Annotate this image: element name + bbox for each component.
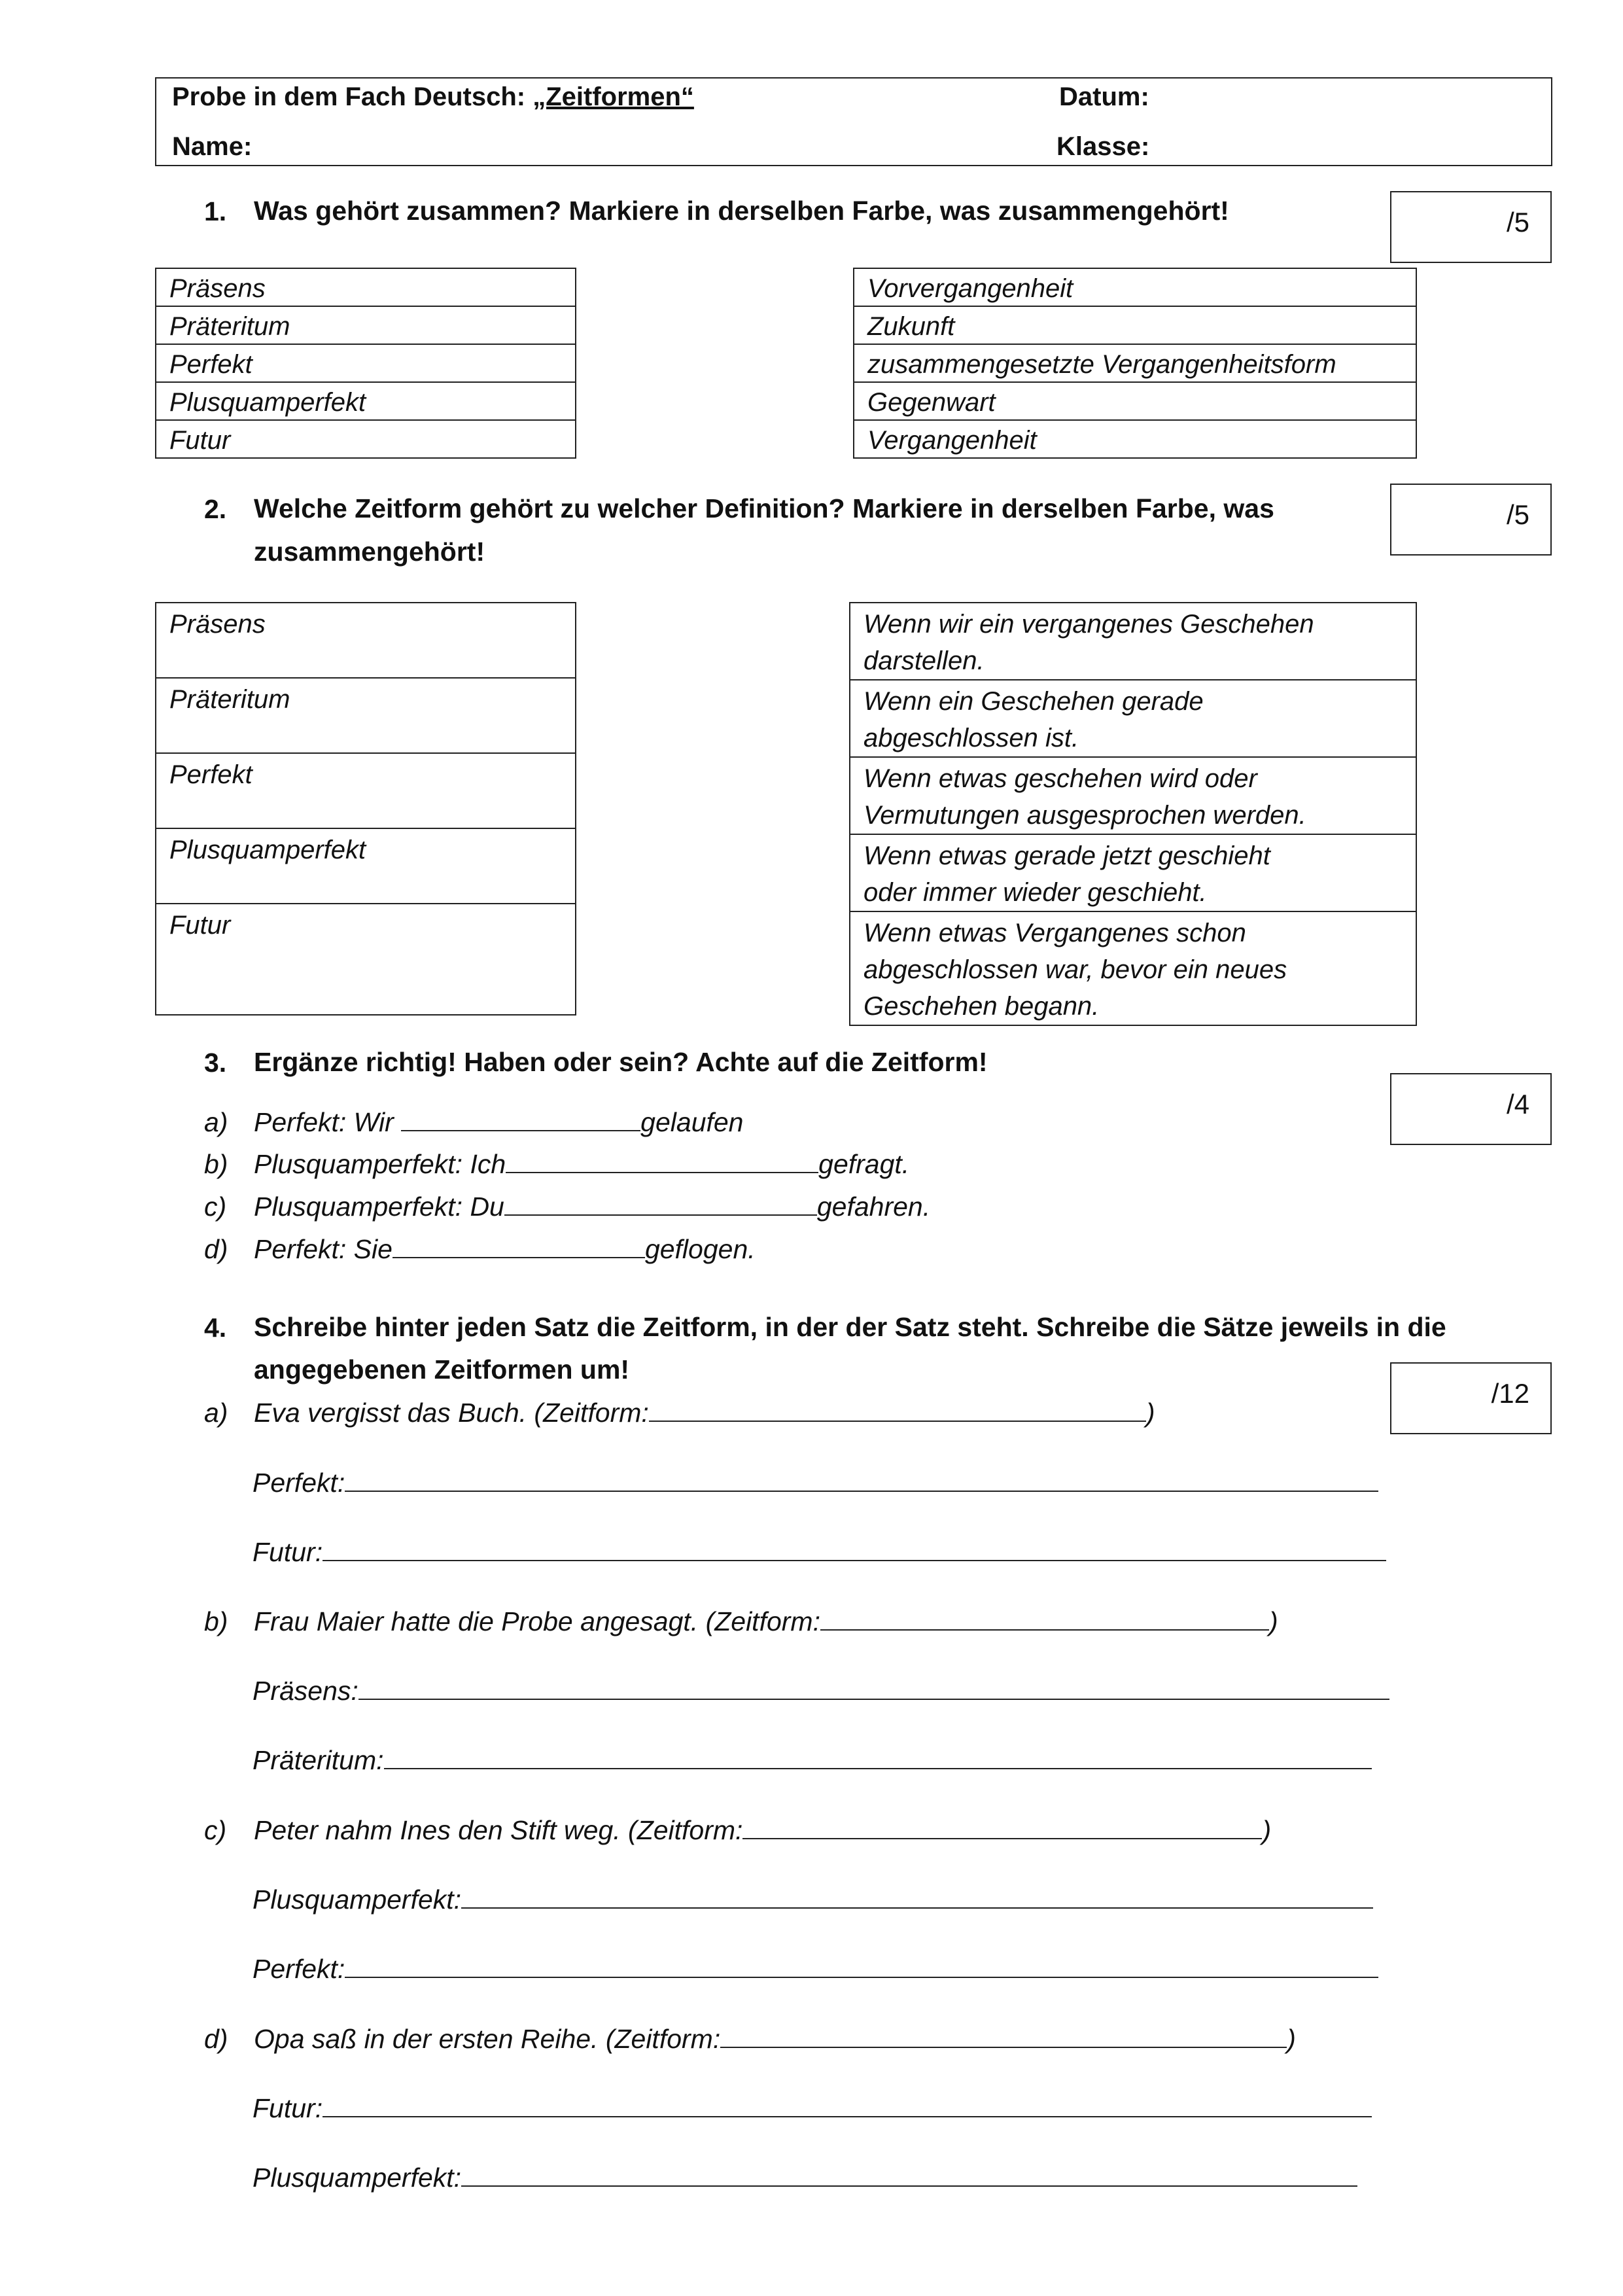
q4-text-line2: angegebenen Zeitformen um!: [254, 1354, 630, 1385]
table-row: [156, 382, 576, 420]
q1-right-cell[interactable]: Vergangenheit: [854, 420, 1416, 458]
q3-item-b: [204, 1148, 909, 1180]
q1-left-cell[interactable]: Futur: [156, 420, 576, 458]
name-label: Name:: [172, 132, 253, 161]
form-label: Plusquamperfekt:: [253, 2163, 462, 2193]
table-row: [156, 678, 576, 753]
q1-left-cell[interactable]: Präsens: [156, 268, 576, 306]
q4c-form1: [253, 1884, 1373, 1915]
item-close: ): [1287, 2024, 1296, 2054]
q4-item-d: [204, 2023, 1296, 2055]
tense-blank[interactable]: [820, 1606, 1269, 1631]
q2-score: /5: [1506, 499, 1529, 530]
q3-score-box: [1390, 1073, 1552, 1145]
item-letter: d): [204, 1234, 228, 1264]
table-row: [854, 420, 1416, 458]
q3-number: 3.: [204, 1048, 227, 1078]
table-row: [854, 344, 1416, 382]
q2-right-cell[interactable]: [850, 911, 1416, 1025]
q3-item-a: [204, 1106, 744, 1138]
q2-left-cell[interactable]: Präsens: [156, 603, 576, 678]
q2-text-line2: zusammengehört!: [254, 537, 485, 567]
q4d-form2: [253, 2162, 1357, 2193]
q1-left-cell[interactable]: Plusquamperfekt: [156, 382, 576, 420]
q4d-form1: [253, 2093, 1372, 2124]
item-letter: d): [204, 2024, 228, 2054]
item-suffix: gelaufen: [640, 1107, 744, 1137]
item-close: ): [1268, 1606, 1278, 1636]
table-row: [850, 757, 1416, 834]
table-row: [854, 306, 1416, 344]
q1-text: Was gehört zusammen? Markiere in derselben Farbe, was zusammengehört!: [254, 196, 1229, 226]
form-label: Plusquamperfekt:: [253, 1884, 462, 1915]
table-row: [156, 420, 576, 458]
q2-left-cell[interactable]: Futur: [156, 904, 576, 1015]
q4c-form2: [253, 1953, 1378, 1985]
definition-line: oder immer wieder geschieht.: [864, 878, 1207, 907]
q1-left-cell[interactable]: Perfekt: [156, 344, 576, 382]
q4a-form1: [253, 1467, 1378, 1498]
table-row: [156, 753, 576, 828]
item-sentence: Opa saß in der ersten Reihe. (Zeitform:: [254, 2024, 721, 2054]
q4-text-line1: Schreibe hinter jeden Satz die Zeitform, in der der Satz steht. Schreibe die Sätze jeweils in die: [254, 1312, 1446, 1342]
item-prefix: Perfekt: Wir: [254, 1107, 402, 1137]
item-letter: c): [204, 1815, 227, 1845]
item-sentence: Eva vergisst das Buch. (Zeitform:: [254, 1398, 649, 1428]
item-prefix: Perfekt: Sie: [254, 1234, 393, 1264]
form-label: Perfekt:: [253, 1954, 345, 1984]
definition-line: Wenn wir ein vergangenes Geschehen: [864, 610, 1314, 639]
rewrite-blank[interactable]: [384, 1744, 1372, 1769]
item-suffix: geflogen.: [644, 1234, 756, 1264]
definition-line: Wenn etwas gerade jetzt geschieht: [864, 841, 1270, 870]
q3-item-c: [204, 1191, 930, 1222]
rewrite-blank[interactable]: [323, 1536, 1386, 1561]
tense-blank[interactable]: [742, 1814, 1262, 1839]
answer-blank[interactable]: [393, 1233, 645, 1258]
header-box: [155, 77, 1552, 166]
q3-item-d: [204, 1233, 756, 1265]
table-row: [156, 306, 576, 344]
class-label: Klasse:: [1056, 132, 1150, 161]
rewrite-blank[interactable]: [358, 1675, 1389, 1700]
q2-text-line1: Welche Zeitform gehört zu welcher Definition? Markiere in derselben Farbe, was: [254, 493, 1274, 523]
q2-right-cell[interactable]: [850, 834, 1416, 911]
form-label: Perfekt:: [253, 1468, 345, 1498]
q2-right-cell[interactable]: [850, 680, 1416, 757]
item-prefix: Plusquamperfekt: Ich: [254, 1149, 506, 1179]
form-label: Futur:: [253, 2093, 323, 2123]
form-label: Präteritum:: [253, 1745, 384, 1775]
date-label: Datum:: [1059, 82, 1149, 111]
q1-right-cell[interactable]: Vorvergangenheit: [854, 268, 1416, 306]
definition-line: abgeschlossen ist.: [864, 724, 1079, 752]
rewrite-blank[interactable]: [323, 2093, 1372, 2117]
definition-line: Wenn ein Geschehen gerade: [864, 687, 1204, 716]
item-prefix: Plusquamperfekt: Du: [254, 1192, 504, 1222]
test-title-topic: „Zeitformen“: [532, 82, 694, 111]
table-row: [156, 268, 576, 306]
item-close: ): [1145, 1398, 1155, 1428]
q4b-form1: [253, 1675, 1389, 1706]
q2-left-cell[interactable]: Perfekt: [156, 753, 576, 828]
table-row: [854, 268, 1416, 306]
tense-blank[interactable]: [720, 2023, 1287, 2048]
q4b-form2: [253, 1744, 1372, 1776]
definition-line: Vermutungen ausgesprochen werden.: [864, 801, 1306, 830]
q4-item-c: [204, 1814, 1271, 1846]
tense-blank[interactable]: [649, 1397, 1146, 1422]
item-letter: a): [204, 1398, 228, 1428]
q1-left-cell[interactable]: Präteritum: [156, 306, 576, 344]
item-letter: c): [204, 1192, 227, 1222]
q2-left-cell[interactable]: Präteritum: [156, 678, 576, 753]
q3-text: Ergänze richtig! Haben oder sein? Achte auf die Zeitform!: [254, 1047, 988, 1077]
table-row: [850, 834, 1416, 911]
answer-blank[interactable]: [401, 1106, 640, 1131]
answer-blank[interactable]: [504, 1191, 817, 1216]
q1-number: 1.: [204, 196, 227, 226]
test-title-prefix: Probe in dem Fach Deutsch:: [172, 82, 533, 111]
q1-right-table: [853, 268, 1417, 459]
item-letter: a): [204, 1107, 228, 1137]
q2-right-table: [849, 602, 1417, 1026]
q3-score: /4: [1506, 1089, 1529, 1120]
answer-blank[interactable]: [506, 1148, 818, 1173]
q1-right-cell[interactable]: zusammengesetzte Vergangenheitsform: [854, 344, 1416, 382]
q1-left-table: [155, 268, 576, 459]
q2-right-cell[interactable]: [850, 603, 1416, 680]
q1-right-cell[interactable]: Gegenwart: [854, 382, 1416, 420]
table-row: [850, 911, 1416, 1025]
q1-score-box: [1390, 191, 1552, 263]
item-sentence: Peter nahm Ines den Stift weg. (Zeitform:: [254, 1815, 743, 1845]
table-row: [156, 603, 576, 678]
table-row: [850, 603, 1416, 680]
item-close: ): [1262, 1815, 1272, 1845]
table-row: [156, 344, 576, 382]
form-label: Futur:: [253, 1537, 323, 1567]
definition-line: Geschehen begann.: [864, 992, 1100, 1021]
rewrite-blank[interactable]: [345, 1467, 1378, 1492]
definition-line: Wenn etwas geschehen wird oder: [864, 764, 1257, 793]
item-letter: b): [204, 1606, 228, 1636]
definition-line: abgeschlossen war, bevor ein neues: [864, 955, 1287, 984]
q2-number: 2.: [204, 494, 227, 524]
definition-line: Wenn etwas Vergangenes schon: [864, 919, 1246, 947]
item-letter: b): [204, 1149, 228, 1179]
rewrite-blank[interactable]: [461, 2162, 1357, 2187]
table-row: [854, 382, 1416, 420]
q1-score: /5: [1506, 207, 1529, 238]
q2-score-box: [1390, 484, 1552, 556]
item-suffix: gefragt.: [818, 1149, 910, 1179]
q4-score: /12: [1491, 1378, 1529, 1409]
q4-item-a: [204, 1397, 1155, 1428]
table-row: [850, 680, 1416, 757]
form-label: Präsens:: [253, 1676, 358, 1706]
test-title: [172, 82, 694, 112]
q1-right-cell[interactable]: Zukunft: [854, 306, 1416, 344]
q2-left-table: [155, 602, 576, 1016]
q4-number: 4.: [204, 1313, 227, 1343]
rewrite-blank[interactable]: [345, 1953, 1378, 1978]
item-suffix: gefahren.: [816, 1192, 931, 1222]
table-row: [156, 904, 576, 1015]
rewrite-blank[interactable]: [461, 1884, 1373, 1909]
q2-left-cell[interactable]: Plusquamperfekt: [156, 828, 576, 904]
q4a-form2: [253, 1536, 1386, 1568]
item-sentence: Frau Maier hatte die Probe angesagt. (Zeitform:: [254, 1606, 820, 1636]
q4-item-b: [204, 1606, 1278, 1637]
table-row: [156, 828, 576, 904]
definition-line: darstellen.: [864, 646, 985, 675]
q4-score-box: [1390, 1362, 1552, 1434]
q2-right-cell[interactable]: [850, 757, 1416, 834]
